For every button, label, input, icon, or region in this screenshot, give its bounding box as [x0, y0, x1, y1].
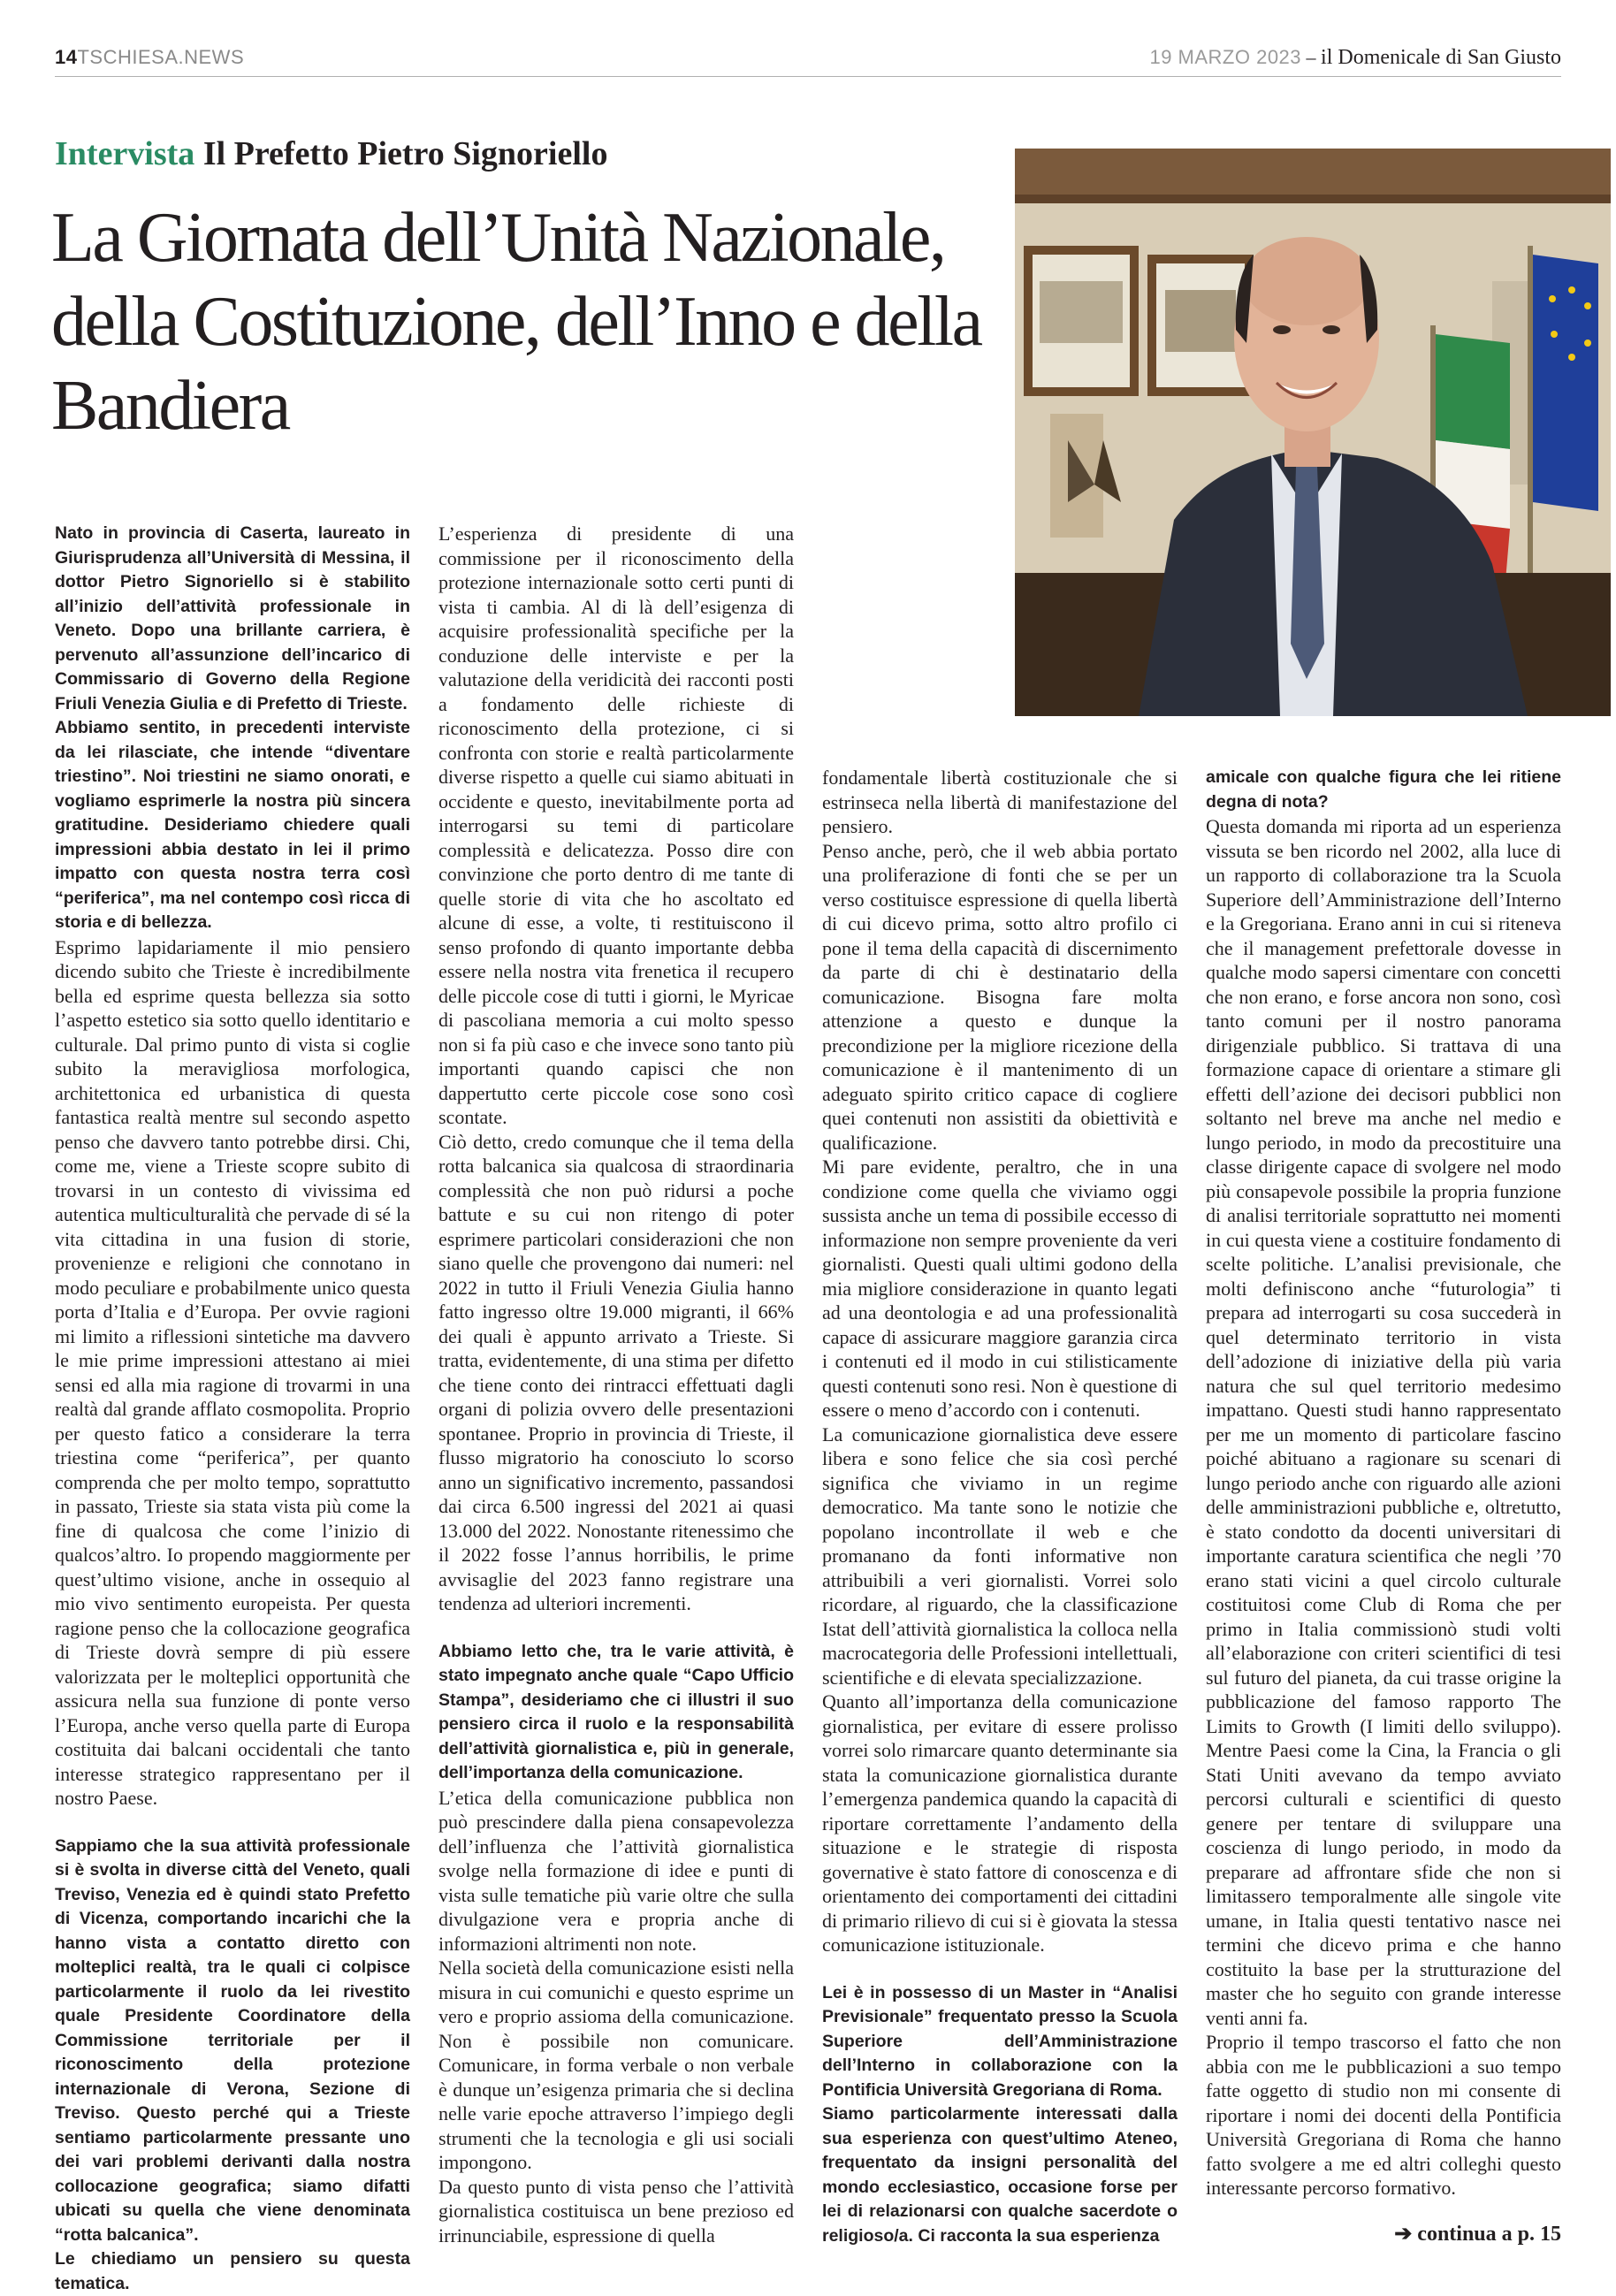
answer-3h: Quanto all’importanza della comunicazione giornalistica, per evitare di essere prolisso vorrei solo rimarcare quanto determinante sia stata la comunicazione giornalistica durante l’emergenza pandemica quando la capacità di riportare correttamente l’andamento della situazione e le strategie di risposta governative è stato fattore di conoscenza e di orientamento dei comportamenti dei cittadini di primario rilievo di cui si è giovata la stessa comunicazione istituzionale. — [822, 1690, 1178, 1956]
page-header-right — [1149, 46, 1561, 70]
page-number: 14 — [55, 46, 78, 68]
article-column-3 — [822, 766, 1178, 2248]
newspaper-name: il Domenicale di San Giusto — [1321, 46, 1561, 69]
issue-date: 19 MARZO 2023 — [1149, 46, 1302, 68]
article-headline: La Giornata dell’Unità Nazionale, della Costituzione, dell’Inno e della Bandiera — [51, 199, 981, 445]
question-4: Lei è in possesso di un Master in “Analisi Previsionale” frequentato presso la Scuola Superiore dell’Amministrazione dell’Interno in collaborazione con la Pontificia Università Gregoriana di Roma. — [822, 1982, 1178, 2100]
answer-4b: Proprio il tempo trascorso el fatto che non abbia con me le pubblicazioni a suo tempo fatte oggetto di studio non mi consente di riportare i nomi dei docenti della Pontificia Università Gregoriana di Roma che hanno fatto svolgere a me ed altri colleghi questo interessante percorso formativo. — [1206, 2031, 1561, 2199]
paragraph-gap — [822, 1957, 1178, 1981]
question-1: Abbiamo sentito, in precedenti interviste da lei rilasciate, che intende “diventare triestino”. Noi triestini ne siamo onorati, e vogliamo esprimerle la nostra più sincera gratitudine. Desideriamo chiedere quali impressioni abbia destato in lei il primo impatto con questa nostra terra così “periferica”, ma nel contempo così ricca di storia e di bellezza. — [55, 718, 410, 932]
paragraph-gap — [438, 1616, 794, 1640]
answer-3c: Da questo punto di vista penso che l’attività giornalistica costituisca un bene prezioso ed irrinunciabile, espressione di quella — [438, 2175, 794, 2246]
intro-paragraph: Nato in provincia di Caserta, laureato in Giurisprudenza all’Università di Messina, il dottor Pietro Signoriello si è stabilito all’inizio dell’attività professionale in Veneto. Dopo una brillante carriera, è pervenuto all’assunzione dell’incarico di Commissario di Governo della Regione Friuli Venezia Giulia e di Prefetto di Trieste. — [55, 523, 410, 713]
answer-3b: Nella società della comunicazione esisti nella misura in cui comunichi e questo esprime un vero e proprio assioma della comunicazione. Non è possibile non comunicare. Comunicare, in forma verbale o non verbale è dunque un’esigenza primaria che si declina nelle varie epoche attraverso l’impiego degli strumenti che la tecnologia e gli usi sociali impongono. — [438, 1957, 794, 2173]
question-4-end: amicale con qualche figura che lei ritiene degna di nota? — [1206, 767, 1561, 812]
paragraph-gap — [55, 1811, 410, 1835]
answer-3f: Mi pare evidente, peraltro, che in una condizione come quella che viviamo oggi sussista anche un tema di possibile eccesso di informazione non sempre proveniente da veri giornalisti. Questi quali ultimi godono della mia migliore considerazione in quanto legati ad una deontologia e ad una professionalità capace di assicurare maggiore garanzia circa i contenuti ed il modo in cui stilisticamente questi contenuti sono resi. Non è questione di essere o meno d’accordo con i contenuti. — [822, 1156, 1178, 1421]
section-name: TSCHIESA.NEWS — [77, 46, 245, 68]
interview-subject: Il Prefetto Pietro Signoriello — [202, 135, 608, 172]
question-2-cont: Le chiediamo un pensiero su questa tematica. — [55, 2249, 410, 2293]
question-4-cont: Siamo particolarmente interessati dalla sua esperienza con quest’ultimo Ateneo, frequentato da insigni personalità del mondo ecclesiastico, occasione forse per lei di relazionarsi con qualche sacerdote o religioso/a. Ci racconta la sua esperienza — [822, 2104, 1178, 2246]
article-column-2 — [438, 522, 794, 2247]
page-header-left — [55, 46, 244, 69]
question-2: Sappiamo che la sua attività professionale si è svolta in diverse città del Veneto, quali Treviso, Venezia ed è quindi stato Prefetto di Vicenza, comportando incarichi che la hanno vista a contatto diretto con molteplici realtà, tra le quali ci colpisce particolarmente il ruolo da lei rivestito quale Presidente Coordinatore della Commissione territoriale per il riconoscimento della protezione internazionale di Verona, Sezione di Treviso. Questo perché qui a Trieste sentiamo particolarmente pressante uno dei vari problemi derivanti dalla nostra collocazione geografica; siamo difatti ubicati su quella che viene denominata “rotta balcanica”. — [55, 1835, 410, 2245]
answer-3d: fondamentale libertà costituzionale che si estrinseca nella libertà di manifestazione del pensiero. — [822, 767, 1178, 837]
article-column-4 — [1206, 766, 1561, 2201]
answer-3e: Penso anche, però, che il web abbia portato una proliferazione di fonti che se per un verso costituisce espressione di quella libertà di cui dicevo prima, sotto altro profilo ci pone il tema della capacità di discernimento da parte di chi è destinatario della comunicazione. Bisogna fare molta attenzione a questo e dunque la precondizione per la migliore ricezione della comunicazione è il mantenimento di un adeguato spirito critico capace di cogliere quei contenuti non assistiti da obiettività e qualificazione. — [822, 839, 1178, 1154]
header-rule — [55, 76, 1561, 77]
portrait-illustration — [1015, 149, 1611, 716]
answer-3g: La comunicazione giornalistica deve essere libera e sono felice che sia così perché significa che viviamo in un regime democratico. Ma tante sono le notizie che popolano incontrollate il web e che promanano da fonti informative non attribuibili a veri giornalisti. Vorrei solo ricordare, al riguardo, che la classificazione Istat dell’attività giornalistica la colloca nella macrocategoria delle Professioni intellettuali, scientifiche e di elevata specializzazione. — [822, 1423, 1178, 1689]
question-3: Abbiamo letto che, tra le varie attività, è stato impegnato anche quale “Capo Ufficio Stampa”, desideriamo che ci illustri il suo pensiero circa il ruolo e la responsabilità dell’attività giornalistica e, più in generale, dell’importanza della comunicazione. — [438, 1641, 794, 1782]
header-separator: – — [1301, 46, 1322, 68]
prefect-photo — [1015, 149, 1611, 716]
article-column-1 — [55, 522, 410, 2296]
continuation-link[interactable]: ➔ continua a p. 15 — [1394, 2223, 1561, 2246]
kicker-label: Intervista — [55, 135, 195, 172]
answer-2b: Ciò detto, credo comunque che il tema della rotta balcanica sia qualcosa di straordinaria complessità che non può ridursi a poche battute e su cui non ritengo di poter esprimere particolari considerazioni che non siano quelle che provengono dai numeri: nel 2022 in tutto il Friuli Venezia Giulia hanno fatto ingresso oltre 19.000 migranti, il 66% dei quali è appunto arrivato a Trieste. Si tratta, evidentemente, di una stima per difetto che tiene conto dei rintracci effettuati dagli organi di polizia ovvero delle presentazioni spontanee. Proprio in provincia di Trieste, il flusso migratorio ha conosciuto lo scorso anno un significativo incremento, passandosi dai circa 6.500 ingressi del 2021 ai quasi 13.000 del 2022. Nonostante ritenessimo che il 2022 fosse l’annus horribilis, le prime avvisaglie del 2023 fanno registrare una tendenza ad ulteriori incrementi. — [438, 1130, 794, 1614]
answer-1: Esprimo lapidariamente il mio pensiero dicendo subito che Trieste è incredibilmente bella ed esprime questa bellezza sia sotto l’aspetto estetico sia sotto quello identitario e culturale. Dal primo punto di vista si coglie subito la meravigliosa morfologica, architettonica ed urbanistica di questa fantastica realtà mentre sul secondo aspetto penso che davvero tanto potrebbe dirsi. Chi, come me, viene a Trieste scopre subito di trovarsi in un contesto di vivissima ed autentica multiculturalità che pervade di sé la vita cittadina in una fusion di storie, provenienze e religioni che connotano in modo peculiare e probabilmente unico questa porta d’Italia e d’Europa. Per ovvie ragioni mi limito a riflessioni sintetiche ma davvero le mie prime impressioni attestano ai miei sensi ed alla mia ragione di trovarmi in una realtà dal grande afflato cosmopolita. Proprio per questo fatico a considerare la terra triestina come “periferica”, per quanto comprenda che per molto tempo, soprattutto in passato, Trieste sia stata vista più come la fine di qualcosa che come l’inizio di qualcos’altro. Io propendo maggiormente per quest’ultimo visione, anche in ossequio al mio vivo sentimento europeista. Per questa ragione penso che la collocazione geografica di Trieste dovrà sempre di più essere valorizzata per le molteplici opportunità che assicura nella sua funzione di ponte verso l’Europa, anche verso quella parte di Europa costituita dai balcani occidentali che tanto interesse strategico rappresentano per il nostro Paese. — [55, 935, 410, 1809]
article-kicker — [55, 134, 607, 173]
answer-2a: L’esperienza di presidente di una commissione per il riconoscimento della protezione internazionale sotto certi punti di vista ti cambia. Al di là dell’esigenza di acquisire professionalità specifiche per la conduzione delle interviste e per la valutazione della veridicità dei racconti posti a fondamento delle richieste di riconoscimento della protezione, ci si confronta con storie e realtà particolarmente diverse rispetto a quelle cui siamo abituati in occidente e questo, inevitabilmente porta ad interrogarsi su temi di particolare complessità e delicatezza. Posso dire con convinzione che porto dentro di me tante di quelle storie di vita che ho ascoltato ed alcune di esse, a volte, ti restituiscono il senso profondo di quanto importante debba essere nella nostra vita frenetica il recupero delle piccole cose di tutti i giorni, le Myricae di pascoliana memoria a cui molto spesso non si fa più caso e che invece sono tanto più importanti quando capisci che non dappertutto certe piccole cose sono così scontate. — [438, 523, 794, 1128]
answer-3a: L’etica della comunicazione pubblica non può prescindere dalla piena consapevolezza dell’influenza che l’attività giornalistica svolge nella formazione di idee e punti di vista sulle tematiche più varie oltre che sulla divulgazione vera e propria anche di informazioni altrimenti non note. — [438, 1786, 794, 1955]
answer-4a: Questa domanda mi riporta ad un esperienza vissuta se ben ricordo nel 2002, alla luce di un rapporto di collaborazione tra la Scuola Superiore dell’Amministrazione dell’Interno e la Gregoriana. Erano anni in cui si riteneva che il management prefettorale dovesse in qualche modo sapersi cimentare con concetti che non erano, e forse ancora non sono, così tanto comuni per il nostro panorama dirigenziale pubblico. Si trattava di una formazione capace di orientare a stimare gli effetti dell’azione dei decisori pubblici non soltanto nel breve ma anche nel medio e lungo periodo, in modo da precostituire una classe dirigente capace di svolgere nel modo più consapevole possibile la propria funzione di analisi territoriale soprattutto nei momenti in cui questa viene a costituire fondamento di scelte politiche. L’analisi previsionale, che molti definiscono anche “futurologia” ti prepara ad interrogarti su cosa succederà in quel determinato territorio in vista dell’adozione di iniziative della più varia natura che sul quel territorio medesimo impattano. Questi studi hanno rappresentato per me un momento di particolare fascino poiché abituano a ragionare su scenari di lungo periodo anche con riguardo alle azioni delle amministrazioni pubbliche e, oltretutto, è stato condotto da docenti universitari di importante caratura scientifica che negli ’70 erano stati vicini a quel circolo culturale costituitosi come Club di Roma che per primo in Italia commissionò studi volti all’elaborazione con criteri scientifici di tesi sul futuro del pianeta, da cui trasse origine la pubblicazione del famoso rapporto The Limits to Growth (I limiti dello sviluppo). Mentre Paesi come la Cina, la Francia o gli Stati Uniti avevano da tempo avviato percorsi culturali e scientifici di questo genere per tentare di sviluppare una coscienza di lungo periodo, in modo da preparare ad affrontare sfide che non si limitassero temporalmente alle singole vite umane, in Italia questi tentativo nasce nei termini che dicevo prima e che hanno costituito la base per la strutturazione del master che ho seguito con grande interesse venti anni fa. — [1206, 815, 1561, 2029]
